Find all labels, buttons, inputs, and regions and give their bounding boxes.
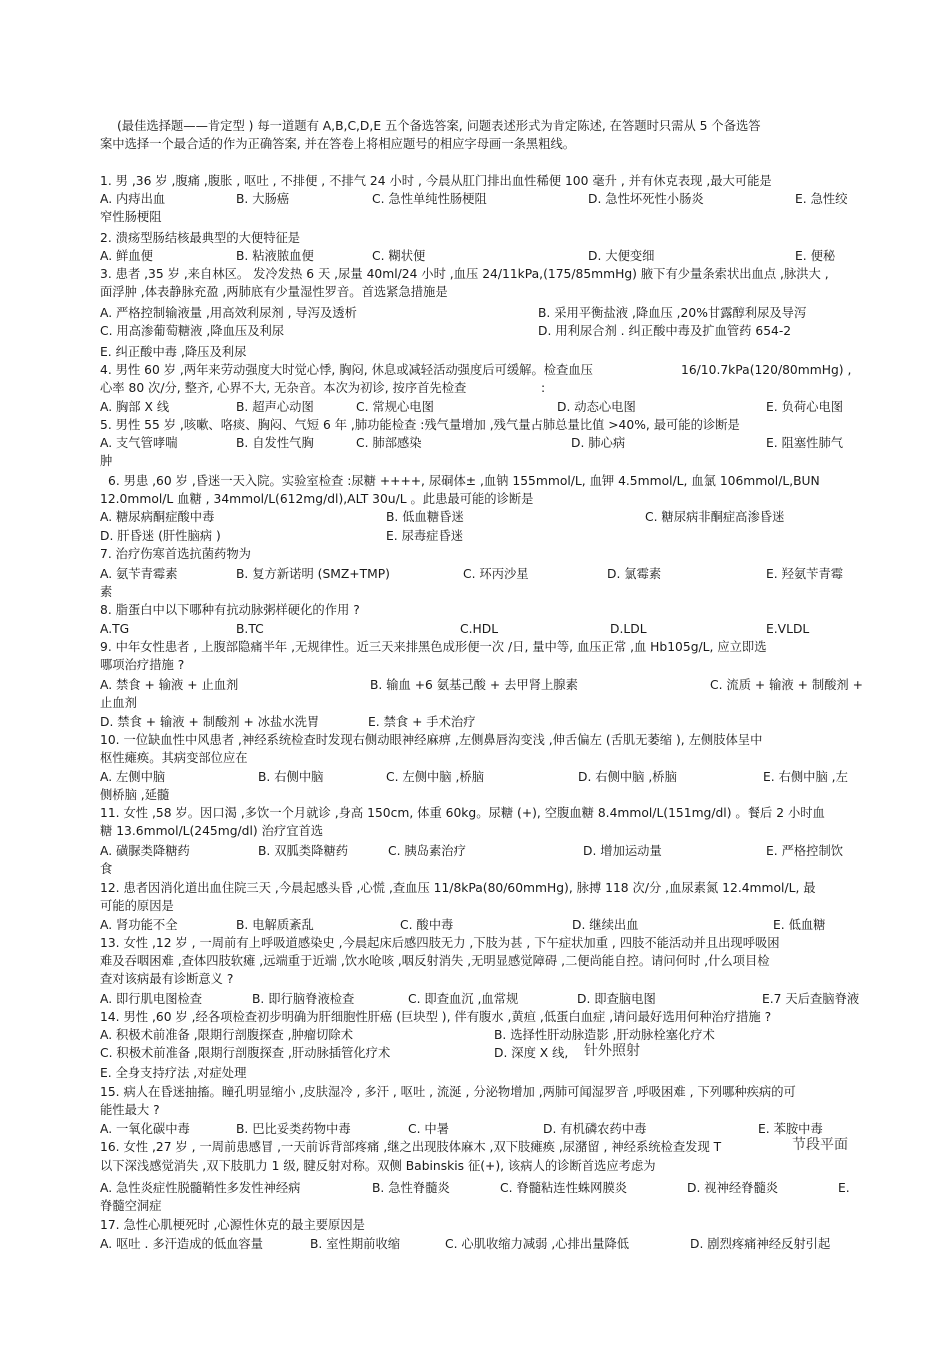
text-line: A. 糖尿病酮症酸中毒: [100, 510, 215, 524]
text-line: C. 积极术前准备 ,限期行剖腹探查 ,肝动脉插管化疗术: [100, 1046, 391, 1060]
text-line: 食: [100, 862, 113, 876]
option-text: B.TC: [236, 622, 264, 636]
text-line: 枢性瘫痪。其病变部位应在: [100, 751, 248, 765]
option-text: D. 动态心电图: [557, 400, 636, 414]
option-text: B. 双胍类降糖药: [258, 844, 349, 858]
text-line: 14. 男性 ,60 岁 ,经各项检查初步明确为肝细胞性肝癌 (巨块型 ), 伴有腹水 ,黄疸 ,低蛋白血症 ,请问最好选用何种治疗措施 ?: [100, 1010, 772, 1024]
option-text: C. 左侧中脑 ,桥脑: [386, 770, 485, 784]
option-text: D. 增加运动量: [583, 844, 662, 858]
option-text: B. 粘液脓血便: [236, 249, 314, 263]
option-text: E. 负荷心电图: [766, 400, 844, 414]
option-text: C. 糊状便: [372, 249, 426, 263]
text-line: A. 肾功能不全: [100, 918, 178, 932]
option-text: E.: [838, 1181, 850, 1195]
handwritten-note: 针外照射: [584, 1043, 640, 1059]
option-text: E. 禁食 + 手术治疗: [368, 715, 476, 729]
text-line: (最佳选择题——肯定型 ) 每一道题有 A,B,C,D,E 五个备选答案, 问题表述形式为肯定陈述, 在答题时只需从 5 个备选答: [117, 119, 761, 133]
text-line: A. 鲜血便: [100, 249, 153, 263]
text-line: 脊髓空洞症: [100, 1199, 162, 1213]
option-text: C. 环丙沙星: [463, 567, 529, 581]
option-text: B. 室性期前收缩: [310, 1237, 401, 1251]
option-text: E. 严格控制饮: [766, 844, 844, 858]
text-line: 2. 溃疡型肠结核最典型的大便特征是: [100, 231, 301, 245]
option-text: B. 自发性气胸: [236, 436, 314, 450]
option-text: C. 即查血沉 ,血常规: [408, 992, 519, 1006]
text-line: 心率 80 次/分, 整齐, 心界不大, 无杂音。本次为初诊, 按序首先检查: [100, 381, 467, 395]
text-line: 可能的原因是: [100, 899, 174, 913]
text-line: A. 呕吐 . 多汗造成的低血容量: [100, 1237, 264, 1251]
text-line: 1. 男 ,36 岁 ,腹痛 ,腹胀 , 呕吐 , 不排便 , 不排气 24 小时 , 今晨从肛门排出血性稀便 100 毫升 , 并有休克表现 ,最大可能是: [100, 174, 772, 188]
option-text: E. 尿毒症昏迷: [386, 529, 464, 543]
option-text: B. 复方新诺明 (SMZ+TMP): [236, 567, 390, 581]
option-text: E. 苯胺中毒: [758, 1122, 823, 1136]
option-text: 16/10.7kPa(120/80mmHg) ,: [681, 363, 852, 377]
text-line: A. 一氧化碳中毒: [100, 1122, 190, 1136]
text-line: E. 全身支持疗法 ,对症处理: [100, 1066, 247, 1080]
text-line: 4. 男性 60 岁 ,两年来劳动强度大时觉心悸, 胸闷, 休息或减轻活动强度后可缓解。检查血压: [100, 363, 593, 377]
text-line: 15. 病人在昏迷抽搐。瞳孔明显缩小 ,皮肤湿冷 , 多汗 , 呕吐 , 流涎 , 分泌物增加 ,两肺可闻湿罗音 ,呼吸困难 , 下列哪种疾病的可: [100, 1085, 796, 1099]
text-line: D. 禁食 + 输液 + 制酸剂 + 冰盐水洗胃: [100, 715, 320, 729]
text-line: A. 左侧中脑: [100, 770, 166, 784]
text-line: A. 氨苄青霉素: [100, 567, 178, 581]
text-line: 5. 男性 55 岁 ,咳嗽、咯痰、胸闷、气短 6 年 ,肺功能检查 :残气量增加 ,残气量占肺总量比值 >40%, 最可能的诊断是: [100, 418, 740, 432]
option-text: C. 肺部感染: [356, 436, 422, 450]
option-text: B. 巴比妥类药物中毒: [236, 1122, 351, 1136]
text-line: 糖 13.6mmol/L(245mg/dl) 治疗宜首选: [100, 824, 324, 838]
text-line: A. 支气管哮喘: [100, 436, 178, 450]
option-text: D. 有机磷农药中毒: [543, 1122, 647, 1136]
option-text: D. 右侧中脑 ,桥脑: [578, 770, 677, 784]
option-text: B. 采用平衡盐液 ,降血压 ,20%甘露醇利尿及导泻: [538, 306, 807, 320]
option-text: D. 继续出血: [572, 918, 639, 932]
text-line: A. 胸部 X 线: [100, 400, 170, 414]
option-text: E. 羟氨苄青霉: [766, 567, 844, 581]
text-line: C. 用高渗葡萄糖液 ,降血压及利尿: [100, 324, 285, 338]
option-text: C. 流质 + 输液 + 制酸剂 +: [710, 678, 863, 692]
text-line: 17. 急性心肌梗死时 ,心源性休克的最主要原因是: [100, 1218, 365, 1232]
option-text: E. 低血糖: [773, 918, 826, 932]
option-text: E.7 天后查脑脊液: [762, 992, 860, 1006]
option-text: D. 肺心病: [571, 436, 626, 450]
text-line: 12. 患者因消化道出血住院三天 ,今晨起感头昏 ,心慌 ,查血压 11/8kPa(80/60mmHg), 脉搏 118 次/分 ,血尿素氮 12.4mmol/L, 最: [100, 881, 816, 895]
text-line: 8. 脂蛋白中以下哪种有抗动脉粥样硬化的作用 ?: [100, 603, 360, 617]
option-text: D. 急性坏死性小肠炎: [588, 192, 704, 206]
text-line: 查对该病最有诊断意义 ?: [100, 972, 234, 986]
option-text: D. 即查脑电图: [577, 992, 656, 1006]
option-text: C.HDL: [460, 622, 499, 636]
option-text: B. 即行脑脊液检查: [252, 992, 355, 1006]
option-text: C. 脊髓粘连性蛛网膜炎: [500, 1181, 628, 1195]
text-line: 面浮肿 ,体表静脉充盈 ,两肺底有少量湿性罗音。首选紧急措施是: [100, 285, 448, 299]
option-text: D. 大便变细: [588, 249, 655, 263]
option-text: C. 急性单纯性肠梗阻: [372, 192, 487, 206]
text-line: 13. 女性 ,12 岁 , 一周前有上呼吸道感染史 ,今晨起床后感四肢无力 ,下肢为甚 , 下午症状加重 , 四肢不能活动并且出现呼吸困: [100, 936, 780, 950]
text-line: D. 肝昏迷 (肝性脑病 ): [100, 529, 221, 543]
option-text: B. 超声心动图: [236, 400, 314, 414]
text-line: 7. 治疗伤寒首选抗菌药物为: [100, 547, 251, 561]
option-text: D. 用利尿合剂 . 纠正酸中毒及扩血管药 654-2: [538, 324, 792, 338]
option-text: B. 输血 +6 氨基己酸 + 去甲肾上腺素: [370, 678, 578, 692]
option-text: B. 选择性肝动脉造影 ,肝动脉栓塞化疗术: [494, 1028, 715, 1042]
option-text: C. 常规心电图: [356, 400, 434, 414]
option-text: E. 阻塞性肺气: [766, 436, 844, 450]
option-text: :: [541, 381, 546, 395]
text-line: 窄性肠梗阻: [100, 210, 162, 224]
handwritten-note: 节段平面: [792, 1137, 848, 1153]
option-text: B. 大肠癌: [236, 192, 290, 206]
text-line: 9. 中年女性患者 , 上腹部隐痛半年 ,无规律性。近三天来排黑色成形便一次 /日, 量中等, 血压正常 ,血 Hb105g/L, 应立即选: [100, 640, 767, 654]
text-line: A.TG: [100, 622, 130, 636]
option-text: C. 中暑: [408, 1122, 449, 1136]
text-line: A. 急性炎症性脱髓鞘性多发性神经病: [100, 1181, 301, 1195]
text-line: A. 禁食 + 输液 + 止血剂: [100, 678, 239, 692]
text-line: 6. 男患 ,60 岁 ,昏迷一天入院。实验室检查 :尿糖 ++++, 尿硐体± ,血钠 155mmol/L, 血钾 4.5mmol/L, 血氯 106mmol/L,BUN: [108, 474, 820, 488]
option-text: C. 心肌收缩力减弱 ,心排出量降低: [445, 1237, 630, 1251]
text-line: A. 磺脲类降糖药: [100, 844, 190, 858]
text-line: 能性最大 ?: [100, 1103, 160, 1117]
option-text: B. 低血糖昏迷: [386, 510, 464, 524]
option-text: E. 右侧中脑 ,左: [763, 770, 848, 784]
text-line: 素: [100, 585, 113, 599]
text-line: 侧桥脑 ,延髓: [100, 788, 170, 802]
option-text: D. 剧烈疼痛神经反射引起: [690, 1237, 831, 1251]
text-line: 16. 女性 ,27 岁 , 一周前患感冒 ,一天前诉背部疼痛 ,继之出现肢体麻木 ,双下肢瘫痪 ,尿潴留 , 神经系统检查发现 T: [100, 1140, 722, 1154]
text-line: 11. 女性 ,58 岁。因口渴 ,多饮一个月就诊 ,身高 150cm, 体重 60kg。尿糖 (+), 空腹血糖 8.4mmol/L(151mg/dl) 。餐后 2 小时血: [100, 806, 825, 820]
option-text: E.VLDL: [766, 622, 810, 636]
option-text: B. 急性脊髓炎: [372, 1181, 450, 1195]
text-line: 止血剂: [100, 696, 137, 710]
text-line: A. 积极术前准备 ,限期行剖腹探查 ,肿瘤切除术: [100, 1028, 353, 1042]
text-line: A. 即行肌电图检查: [100, 992, 203, 1006]
option-text: B. 电解质紊乱: [236, 918, 314, 932]
text-line: A. 内痔出血: [100, 192, 166, 206]
option-text: B. 右侧中脑: [258, 770, 324, 784]
text-line: E. 纠正酸中毒 ,降压及利尿: [100, 345, 247, 359]
text-line: 难及吞咽困难 ,查体四肢软瘫 ,远端重于近端 ,饮水呛咳 ,咽反射消失 ,无明显感觉障碍 ,二便尚能自控。请问何时 ,什么项目检: [100, 954, 770, 968]
option-text: C. 酸中毒: [400, 918, 454, 932]
option-text: C. 胰岛素治疗: [388, 844, 466, 858]
text-line: A. 严格控制输液量 ,用高效利尿剂 , 导泻及透析: [100, 306, 357, 320]
option-text: D. 深度 X 线,: [494, 1046, 569, 1060]
text-line: 以下深浅感觉消失 ,双下肢肌力 1 级, 腱反射对称。双侧 Babinskis 征(+), 该病人的诊断首选应考虑为: [100, 1159, 656, 1173]
text-line: 10. 一位缺血性中风患者 ,神经系统检查时发现右侧动眼神经麻痹 ,左侧鼻唇沟变浅 ,伸舌偏左 (舌肌无萎缩 ), 左侧肢体呈中: [100, 733, 763, 747]
option-text: C. 糖尿病非酮症高渗昏迷: [645, 510, 785, 524]
text-line: 哪项治疗措施 ?: [100, 658, 185, 672]
text-line: 12.0mmol/L 血糖 , 34mmol/L(612mg/dl),ALT 30u/L 。此患最可能的诊断是: [100, 492, 534, 506]
option-text: D. 氯霉素: [607, 567, 662, 581]
text-line: 3. 患者 ,35 岁 ,来自林区。 发冷发热 6 天 ,尿量 40ml/24 小时 ,血压 24/11kPa,(175/85mmHg) 腋下有少量条索状出血点 ,脉洪大 ,: [100, 267, 829, 281]
text-line: 案中选择一个最合适的作为正确答案, 并在答卷上将相应题号的相应字母画一条黑粗线。: [100, 137, 576, 151]
option-text: D. 视神经脊髓炎: [687, 1181, 779, 1195]
option-text: D.LDL: [610, 622, 647, 636]
option-text: E. 便秘: [795, 249, 836, 263]
text-line: 肿: [100, 454, 113, 468]
option-text: E. 急性绞: [795, 192, 848, 206]
